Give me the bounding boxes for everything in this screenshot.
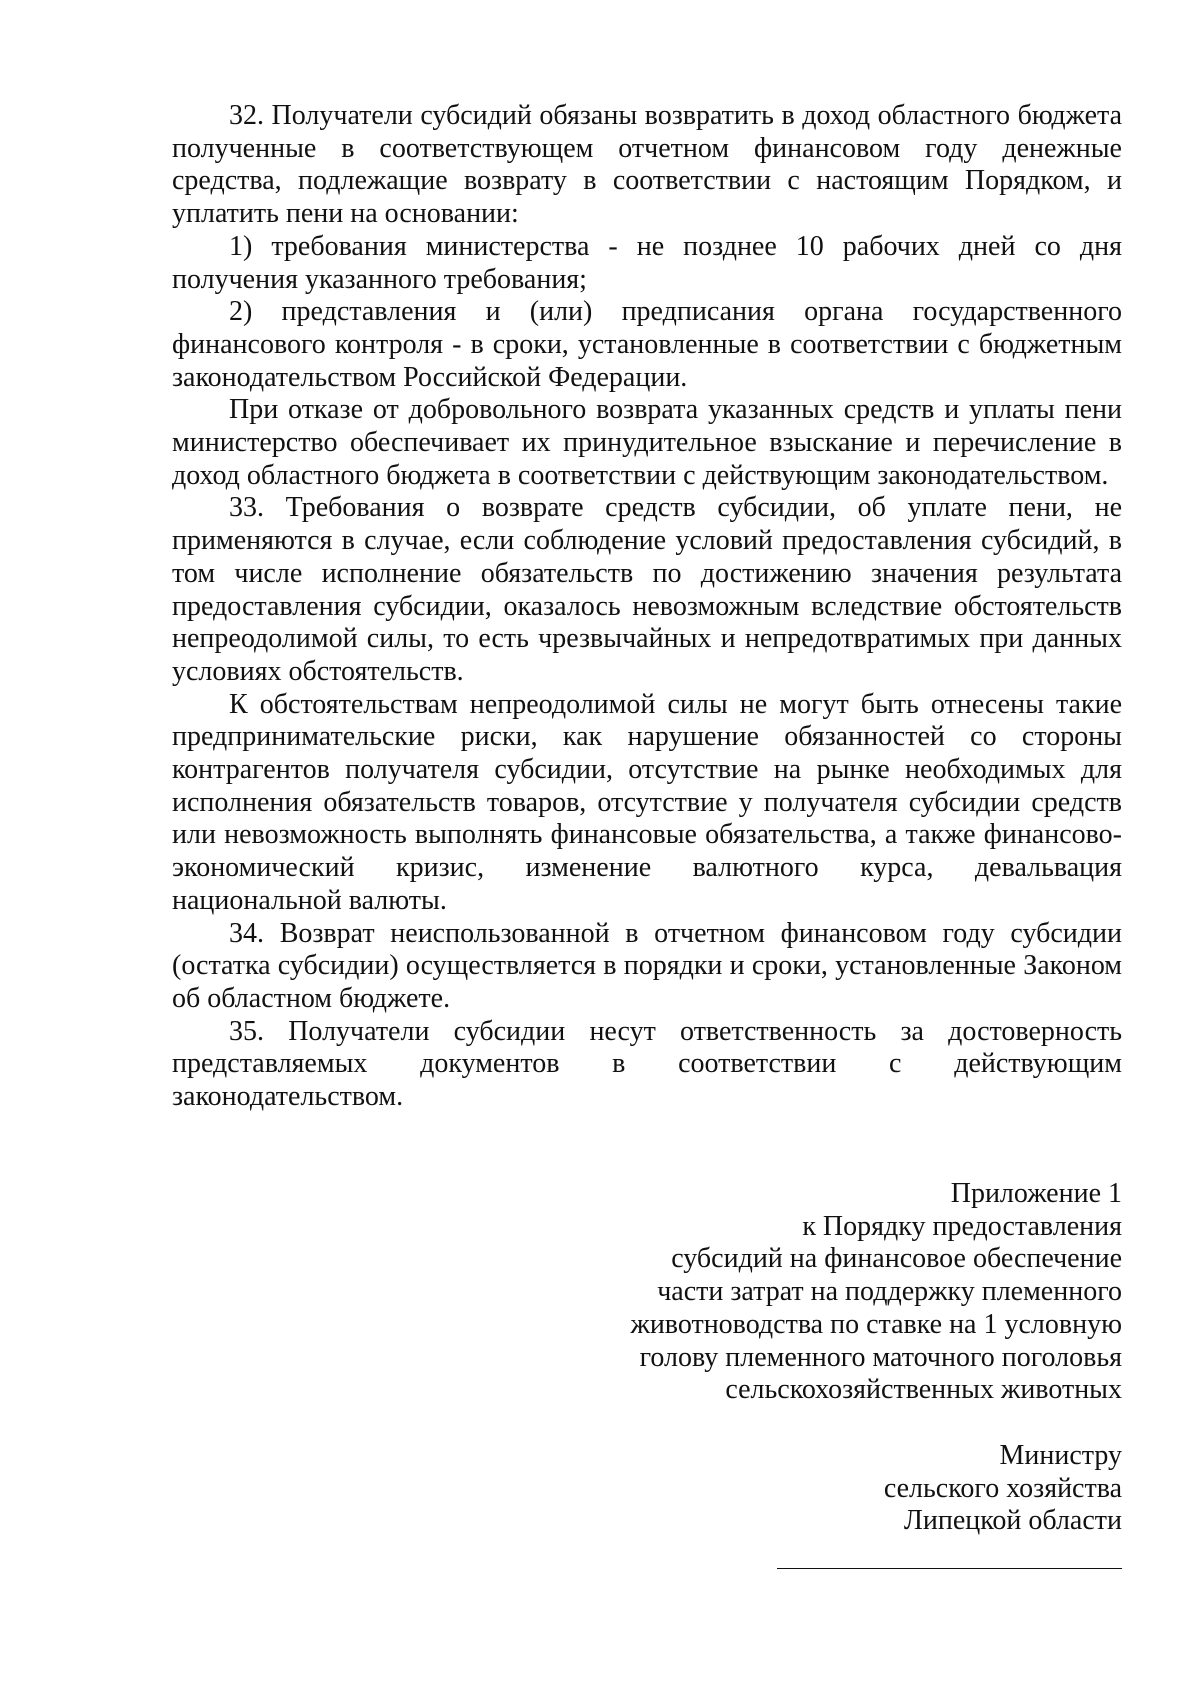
- addressee-line: Министру: [999, 1440, 1122, 1471]
- appendix-line: части затрат на поддержку племенного: [657, 1276, 1122, 1308]
- paragraph-force-majeure: К обстоятельствам непреодолимой силы не могут быть отнесены такие предпринимательские риски, как нарушение обязанностей со стороны контрагентов получателя субсидии, отсутствие на рынке необходимых для исполнения обязательств товаров, отсутствие у получателя субсидии средств или невозможность выполнять финансовые обязательства, а также финансово-экономический кризис, изменение валютного курса, девальвация национальной валюты.: [172, 688, 1122, 916]
- paragraph-33: 33. Требования о возврате средств субсидии, об уплате пени, не применяются в случае, если соблюдение условий предоставления субсидий, в том числе исполнение обязательств по достижению значения результата предоставления субсидии, оказалось невозможным вследствие обстоятельств непреодолимой силы, то есть чрезвычайных и непредотвратимых при данных условиях обстоятельств.: [172, 492, 1122, 687]
- appendix-line: Приложение 1: [950, 1178, 1122, 1209]
- paragraph-refusal: При отказе от добровольного возврата указанных средств и уплаты пени министерство обеспечивает их принудительное взыскание и перечисление в доход областного бюджета в соответствии с действующим законодательством.: [172, 394, 1122, 491]
- document-body: [172, 100, 1122, 1114]
- appendix-line: животноводства по ставке на 1 условную: [630, 1308, 1122, 1340]
- addressee-block: [622, 1440, 1122, 1538]
- paragraph-34: 34. Возврат неиспользованной в отчетном финансовом году субсидии (остатка субсидии) осуществляется в порядки и сроки, установленные Законом об областном бюджете.: [172, 917, 1122, 1014]
- paragraph-32-item-2: 2) представления и (или) предписания органа государственного финансового контроля - в сроки, установленные в соответствии с бюджетным законодательством Российской Федерации.: [172, 296, 1122, 393]
- appendix-header: [502, 1178, 1122, 1407]
- addressee-line: Липецкой области: [903, 1505, 1122, 1537]
- signature-blank-line: [777, 1568, 1122, 1569]
- paragraph-35: 35. Получатели субсидии несут ответственность за достоверность представляемых документов в соответствии с действующим законодательством.: [172, 1015, 1122, 1113]
- appendix-line: голову племенного маточного поголовья: [639, 1341, 1122, 1373]
- paragraph-32: 32. Получатели субсидий обязаны возвратить в доход областного бюджета полученные в соответствующем отчетном финансовом году денежные средства, подлежащие возврату в соответствии с настоящим Порядком, и уплатить пени на основании:: [172, 100, 1122, 230]
- appendix-line: к Порядку предоставления: [802, 1210, 1122, 1242]
- paragraph-32-item-1: 1) требования министерства - не позднее 10 рабочих дней со дня получения указанного требования;: [172, 230, 1122, 295]
- addressee-line: сельского хозяйства: [883, 1472, 1122, 1504]
- appendix-line: сельскохозяйственных животных: [725, 1374, 1122, 1406]
- appendix-line: субсидий на финансовое обеспечение: [671, 1243, 1122, 1275]
